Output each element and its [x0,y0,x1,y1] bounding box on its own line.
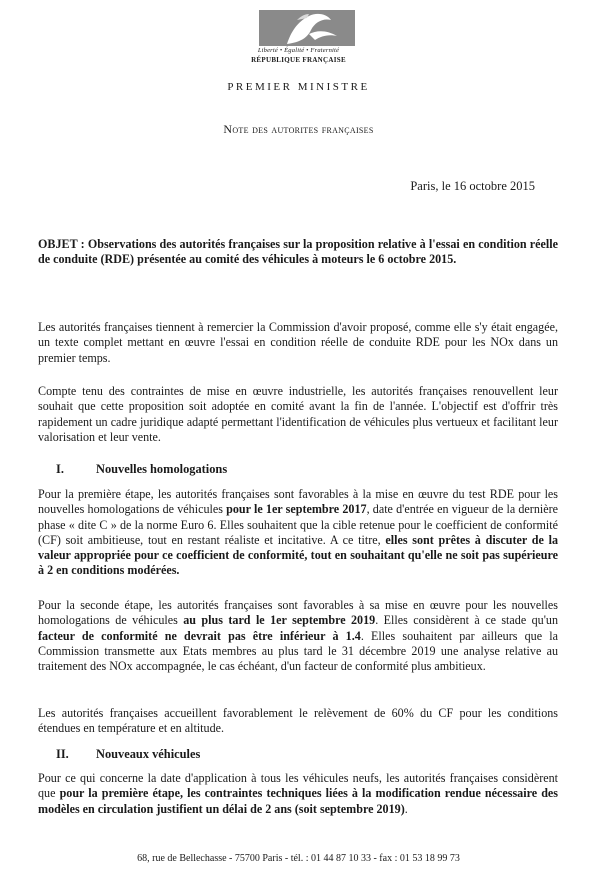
note-title: Note des autorites françaises [223,122,374,136]
text-span: , date d'entrée en vigueur de la dernière phase « dite C » de la norme Euro 6. Elles souhaitent que la cible retenue pour le coefficient de conformité (CF) soit ambitieuse, tout en restant réaliste et incitative. A ce titre, [38,502,558,547]
bold-span: facteur de conformité ne devrait pas être inférieur à 1.4 [38,628,361,643]
paragraph-new-vehicles [38,771,558,817]
objet-label: OBJET : [38,237,85,251]
objet-text: Observations des autorités françaises sur la proposition relative à l'essai en condition réelle de conduite (RDE) présentée au comité des véhicules à moteurs le 6 octobre 2015. [38,237,558,267]
bold-span: elles sont prêtes à discuter de la valeur appropriée pour ce coefficient de conformité, tout en souhaitant qu'elle ne soit pas supérieure à 2 en conditions modérées. [38,532,558,578]
bold-span: au plus tard le 1er septembre 2019 [183,613,376,628]
bold-span: pour la première étape, les contraintes techniques liées à la modification rendue nécessaire des modèles en circulation justifient un délai de 2 ans (soit septembre 2019) [38,786,558,816]
text-span: . Elles considèrent à ce stade qu'un [375,613,558,628]
republic-name: RÉPUBLIQUE FRANÇAISE [251,56,346,64]
footer-address: 68, rue de Bellechasse - 75700 Paris - tél. : 01 44 87 10 33 - fax : 01 53 18 99 73 [137,853,460,864]
section-title-2: Nouveaux véhicules [96,747,201,761]
marianne-logo-icon [257,8,357,48]
ministry-name: PREMIER MINISTRE [227,81,370,93]
paragraph-context: Compte tenu des contraintes de mise en œuvre industrielle, les autorités françaises renouvellent leur souhait que cette proposition soit adoptée en comité avant la fin de l'année. L'objectif est d'offrir très rapidement un cadre juridique adapté permettant l'identification de véhicules plus vertueux et facilitant leur valorisation et leur vente. [38,384,558,444]
text-span: . [404,801,408,816]
objet-paragraph [38,237,558,268]
text-span: . Elles souhaitent par ailleurs que la Commission transmette aux Etats membres au plus tard le 31 décembre 2019 une analyse relative au traitement des NOx accompagnée, le cas échéant, d'un facteur de conformité plus ambitieux. [38,628,558,674]
paragraph-intro: Les autorités françaises tiennent à remercier la Commission d'avoir proposé, comme elle s'y était engagée, un texte complet mettant en œuvre l'essai en condition réelle de conduite RDE pour les NOx dans un premier temps. [38,320,558,365]
section-number-1: I. [56,462,64,476]
section-title-1: Nouvelles homologations [96,462,228,476]
bold-span: pour le 1er septembre 2017 [226,502,367,517]
paragraph-first-step [38,487,558,579]
section-heading-1 [56,462,227,477]
text-span: Pour la première étape, les autorités françaises sont favorables à la mise en œuvre du test RDE pour les nouvelles homologations de véhicules [38,487,558,517]
section-heading-2 [56,747,200,762]
paragraph-second-step [38,598,558,674]
republic-motto: Liberté • Égalité • Fraternité [257,47,340,54]
section-number-2: II. [56,747,69,761]
date-line: Paris, le 16 octobre 2015 [410,179,535,193]
text-span: Pour la seconde étape, les autorités françaises sont favorables à sa mise en œuvre pour les nouvelles homologations de véhicules [38,598,558,628]
text-span: Pour ce qui concerne la date d'application à tous les véhicules neufs, les autorités françaises considèrent que [38,771,558,801]
paragraph-cf-increase: Les autorités françaises accueillent favorablement le relèvement de 60% du CF pour les conditions étendues en température et en altitude. [38,706,558,736]
